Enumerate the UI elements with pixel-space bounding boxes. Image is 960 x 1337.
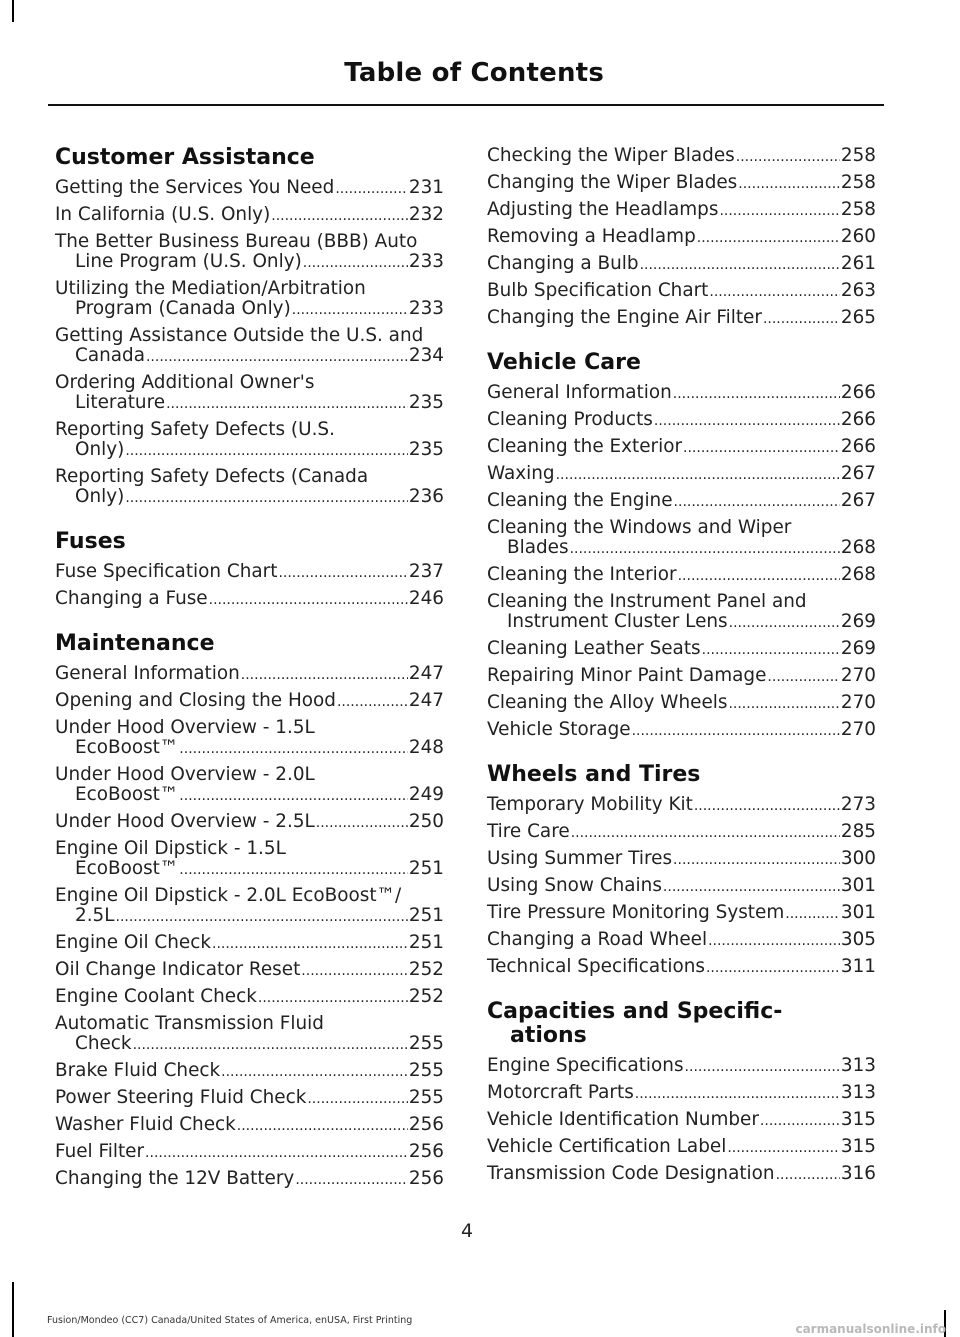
toc-entry[interactable] [55,205,444,226]
dot-leader [709,281,840,302]
dot-leader [738,173,840,194]
entry-page-number: 235 [408,392,444,413]
toc-entry[interactable] [487,720,876,741]
entry-page-number: 269 [840,611,876,632]
entry-page-number: 249 [408,784,444,805]
entry-page-number: 248 [408,737,444,758]
toc-entry[interactable] [55,987,444,1008]
entry-page-number: 300 [840,848,876,869]
entry-page-number: 268 [840,564,876,585]
dot-leader [179,738,408,759]
dot-leader [706,957,840,978]
toc-entry[interactable] [55,467,444,508]
toc-entry[interactable] [55,933,444,954]
toc-entry[interactable] [55,326,444,367]
entry-label: Engine Specifications [487,1055,684,1076]
dot-leader [292,299,408,320]
toc-section [55,632,444,1190]
toc-entry[interactable] [487,822,876,843]
entry-label: Cleaning the Exterior [487,436,683,457]
dot-leader [708,930,840,951]
entry-label: Motorcraft Parts [487,1082,634,1103]
toc-entry[interactable] [55,1115,444,1136]
dot-leader [719,200,839,221]
dot-leader [271,205,408,226]
toc-entry[interactable] [487,795,876,816]
toc-entry[interactable] [487,876,876,897]
entry-label: Getting Assistance Outside the U.S. and [55,325,424,346]
crop-mark-top-left-v [12,0,14,22]
dot-leader [640,254,840,275]
entry-label: Check [75,1033,132,1054]
toc-entry[interactable] [55,1088,444,1109]
toc-entry[interactable] [487,410,876,431]
toc-section [487,763,876,978]
dot-leader [316,812,408,833]
entry-page-number: 256 [408,1114,444,1135]
entry-page-number: 256 [408,1141,444,1162]
entry-label: Using Snow Chains [487,875,662,896]
entry-page-number: 267 [840,463,876,484]
entry-page-number: 251 [408,932,444,953]
entry-page-number: 315 [840,1136,876,1157]
dot-leader [673,383,840,404]
toc-left-column [55,146,444,1196]
toc-entry[interactable] [55,664,444,685]
entry-page-number: 270 [840,692,876,713]
entry-page-number: 231 [408,177,444,198]
entry-label: Brake Fluid Check [55,1060,221,1081]
entry-label: Opening and Closing the Hood [55,690,336,711]
section-title: Maintenance [55,631,215,656]
entry-label: Tire Pressure Monitoring System [487,902,785,923]
entry-label: Instrument Cluster Lens [507,611,728,632]
dot-leader [209,589,408,610]
dot-leader [335,178,408,199]
entry-label: Reporting Safety Defects (U.S. [55,419,335,440]
entry-page-number: 255 [408,1033,444,1054]
dot-leader [767,666,839,687]
toc-entry[interactable] [487,173,876,194]
entry-label: Transmission Code Designation [487,1163,775,1184]
entry-label: EcoBoost™ [75,858,179,879]
toc-entry[interactable] [487,1083,876,1104]
entry-label: In California (U.S. Only) [55,204,271,225]
entry-label: Only) [75,439,125,460]
toc-section [487,146,876,329]
entry-label: The Better Business Bureau (BBB) Auto [55,231,418,252]
dot-leader [683,437,840,458]
entry-page-number: 316 [840,1163,876,1184]
entry-page-number: 234 [408,345,444,366]
entry-label: Automatic Transmission Fluid [55,1013,324,1034]
entry-page-number: 263 [840,280,876,301]
toc-entry[interactable] [55,562,444,583]
section-title-line: ations [510,1023,587,1048]
dot-leader [571,822,840,843]
entry-label: Canada [75,345,145,366]
section-title: Wheels and Tires [487,762,701,787]
toc-section [55,146,444,508]
dot-leader [278,562,407,583]
toc-entry[interactable] [55,1014,444,1055]
entry-label: Cleaning Leather Seats [487,638,701,659]
entry-page-number: 313 [840,1055,876,1076]
dot-leader [635,1083,840,1104]
entry-label: Power Steering Fluid Check [55,1087,307,1108]
entry-label: Under Hood Overview - 2.5L [55,811,315,832]
toc-section [487,1000,876,1185]
entry-page-number: 235 [408,439,444,460]
dot-leader [760,1110,840,1131]
toc-entry[interactable] [55,589,444,610]
dot-leader [694,795,840,816]
dot-leader [303,252,408,273]
entry-page-number: 258 [840,145,876,166]
entry-label: Waxing [487,463,555,484]
dot-leader [146,346,408,367]
entry-label: 2.5L [75,905,115,926]
entry-label: Changing the Wiper Blades [487,172,738,193]
dot-leader [663,876,840,897]
toc-entry[interactable] [55,279,444,320]
entry-page-number: 266 [840,382,876,403]
entry-page-number: 260 [840,226,876,247]
toc-entry[interactable] [55,1142,444,1163]
footer-text: Fusion/Mondeo (CC7) Canada/United States of America, enUSA, First Printing [47,1315,413,1326]
entry-page-number: 301 [840,875,876,896]
dot-leader [116,906,408,927]
toc-entry[interactable] [487,146,876,167]
entry-page-number: 270 [840,665,876,686]
entry-label: General Information [55,663,240,684]
entry-page-number: 315 [840,1109,876,1130]
entry-label: Vehicle Certification Label [487,1136,727,1157]
section-title [487,1000,876,1048]
entry-page-number: 266 [840,436,876,457]
dot-leader [295,1169,408,1190]
page-title: Table of Contents [344,58,604,88]
toc-section [55,530,444,610]
toc-entry[interactable] [487,565,876,586]
toc-entry[interactable] [487,1137,876,1158]
entry-label: Utilizing the Mediation/Arbitration [55,278,366,299]
entry-page-number: 270 [840,719,876,740]
entry-label: EcoBoost™ [75,737,179,758]
dot-leader [736,146,840,167]
dot-leader [685,1056,840,1077]
entry-label: General Information [487,382,672,403]
entry-page-number: 232 [408,204,444,225]
dot-leader [133,1034,408,1055]
entry-label: Fuse Specification Chart [55,561,278,582]
section-title: Vehicle Care [487,350,641,375]
entry-page-number: 285 [840,821,876,842]
dot-leader [556,464,840,485]
entry-label: Cleaning the Alloy Wheels [487,692,728,713]
entry-page-number: 252 [408,986,444,1007]
dot-leader [125,487,408,508]
entry-label: Reporting Safety Defects (Canada [55,466,369,487]
entry-page-number: 269 [840,638,876,659]
entry-label: Ordering Additional Owner's [55,372,315,393]
toc-entry[interactable] [487,254,876,275]
dot-leader [674,491,840,512]
entry-page-number: 258 [840,199,876,220]
entry-page-number: 247 [408,690,444,711]
entry-label: Engine Oil Dipstick - 2.0L EcoBoost™/ [55,885,402,906]
entry-page-number: 261 [840,253,876,274]
entry-page-number: 301 [840,902,876,923]
toc-entry[interactable] [487,639,876,660]
section-title: Customer Assistance [55,145,315,170]
toc-entry[interactable] [487,464,876,485]
entry-label: Tire Care [487,821,570,842]
entry-label: Only) [75,486,125,507]
entry-page-number: 233 [408,251,444,272]
entry-page-number: 255 [408,1087,444,1108]
toc-entry[interactable] [487,693,876,714]
watermark: carmanualsonline.info [795,1322,946,1336]
toc-entry[interactable] [487,849,876,870]
dot-leader [632,720,840,741]
toc-entry[interactable] [487,308,876,329]
entry-page-number: 236 [408,486,444,507]
entry-label: Using Summer Tires [487,848,673,869]
dot-leader [673,849,840,870]
dot-leader [337,691,408,712]
dot-leader [241,664,408,685]
entry-label: Cleaning the Interior [487,564,677,585]
toc-entry[interactable] [55,1169,444,1190]
entry-page-number: 246 [408,588,444,609]
toc-entry[interactable] [487,383,876,404]
entry-page-number: 305 [840,929,876,950]
crop-mark-bottom-left-v [12,1282,14,1337]
entry-page-number: 250 [408,811,444,832]
entry-label: Changing the 12V Battery [55,1168,295,1189]
section-title-line: Capacities and Specific- [487,999,783,1024]
entry-page-number: 311 [840,956,876,977]
entry-page-number: 258 [840,172,876,193]
header-rule [48,104,884,106]
entry-page-number: 247 [408,663,444,684]
entry-label: Under Hood Overview - 1.5L [55,717,315,738]
toc-entry[interactable] [487,903,876,924]
toc-section [487,351,876,741]
entry-page-number: 255 [408,1060,444,1081]
entry-label: Under Hood Overview - 2.0L [55,764,315,785]
toc-entry[interactable] [55,178,444,199]
dot-leader [776,1164,840,1185]
dot-leader [258,987,408,1008]
dot-leader [728,693,839,714]
entry-label: Temporary Mobility Kit [487,794,693,815]
dot-leader [179,785,408,806]
entry-page-number: 265 [840,307,876,328]
toc-entry[interactable] [487,930,876,951]
toc-entry[interactable] [55,960,444,981]
toc-entry[interactable] [55,420,444,461]
dot-leader [237,1115,408,1136]
toc-entry[interactable] [55,232,444,273]
entry-label: Line Program (U.S. Only) [75,251,302,272]
entry-label: Program (Canada Only) [75,298,291,319]
entry-label: EcoBoost™ [75,784,179,805]
dot-leader [702,639,840,660]
toc-entry[interactable] [487,518,876,559]
entry-label: Cleaning the Windows and Wiper [487,517,792,538]
dot-leader [785,903,840,924]
dot-leader [307,1088,408,1109]
entry-page-number: 266 [840,409,876,430]
toc-entry[interactable] [487,1056,876,1077]
dot-leader [301,960,408,981]
dot-leader [729,612,840,633]
dot-leader [125,440,408,461]
toc-entry[interactable] [487,227,876,248]
dot-leader [763,308,840,329]
dot-leader [221,1061,408,1082]
entry-page-number: 313 [840,1082,876,1103]
toc-entry[interactable] [55,839,444,880]
entry-label: Adjusting the Headlamps [487,199,719,220]
toc-entry[interactable] [55,765,444,806]
toc-entry[interactable] [487,1110,876,1131]
entry-label: Changing a Fuse [55,588,208,609]
toc-entry[interactable] [487,957,876,978]
toc-entry[interactable] [55,373,444,414]
entry-label: Getting the Services You Need [55,177,335,198]
toc-entry[interactable] [487,200,876,221]
section-title: Fuses [55,529,126,554]
entry-page-number: 267 [840,490,876,511]
toc-entry[interactable] [55,812,444,833]
dot-leader [678,565,840,586]
entry-page-number: 237 [408,561,444,582]
toc-entry[interactable] [487,592,876,633]
entry-label: Oil Change Indicator Reset [55,959,301,980]
entry-page-number: 233 [408,298,444,319]
entry-label: Checking the Wiper Blades [487,145,735,166]
entry-label: Technical Specifications [487,956,705,977]
entry-label: Removing a Headlamp [487,226,696,247]
entry-label: Cleaning Products [487,409,653,430]
entry-label: Washer Fluid Check [55,1114,236,1135]
dot-leader [166,393,408,414]
entry-page-number: 251 [408,858,444,879]
entry-page-number: 273 [840,794,876,815]
entry-label: Vehicle Storage [487,719,631,740]
entry-label: Engine Coolant Check [55,986,257,1007]
entry-label: Fuel Filter [55,1141,145,1162]
entry-label: Literature [75,392,166,413]
dot-leader [727,1137,840,1158]
page-number: 4 [460,1220,474,1242]
entry-page-number: 252 [408,959,444,980]
entry-label: Changing a Road Wheel [487,929,708,950]
toc-entry[interactable] [55,718,444,759]
dot-leader [654,410,840,431]
entry-label: Cleaning the Instrument Panel and [487,591,807,612]
entry-label: Bulb Specification Chart [487,280,709,301]
toc-entry[interactable] [55,691,444,712]
toc-entry[interactable] [55,886,444,927]
entry-label: Changing the Engine Air Filter [487,307,762,328]
toc-entry[interactable] [55,1061,444,1082]
entry-page-number: 256 [408,1168,444,1189]
entry-label: Blades [507,537,569,558]
dot-leader [697,227,840,248]
dot-leader [212,933,408,954]
dot-leader [570,538,840,559]
toc-entry[interactable] [487,666,876,687]
toc-entry[interactable] [487,491,876,512]
toc-entry[interactable] [487,281,876,302]
entry-label: Repairing Minor Paint Damage [487,665,767,686]
entry-label: Cleaning the Engine [487,490,673,511]
toc-right-column [487,146,876,1191]
toc-entry[interactable] [487,1164,876,1185]
entry-label: Engine Oil Check [55,932,211,953]
entry-page-number: 251 [408,905,444,926]
entry-label: Vehicle Identification Number [487,1109,759,1130]
toc-entry[interactable] [487,437,876,458]
entry-label: Engine Oil Dipstick - 1.5L [55,838,286,859]
dot-leader [145,1142,408,1163]
dot-leader [179,859,408,880]
entry-page-number: 268 [840,537,876,558]
entry-label: Changing a Bulb [487,253,639,274]
